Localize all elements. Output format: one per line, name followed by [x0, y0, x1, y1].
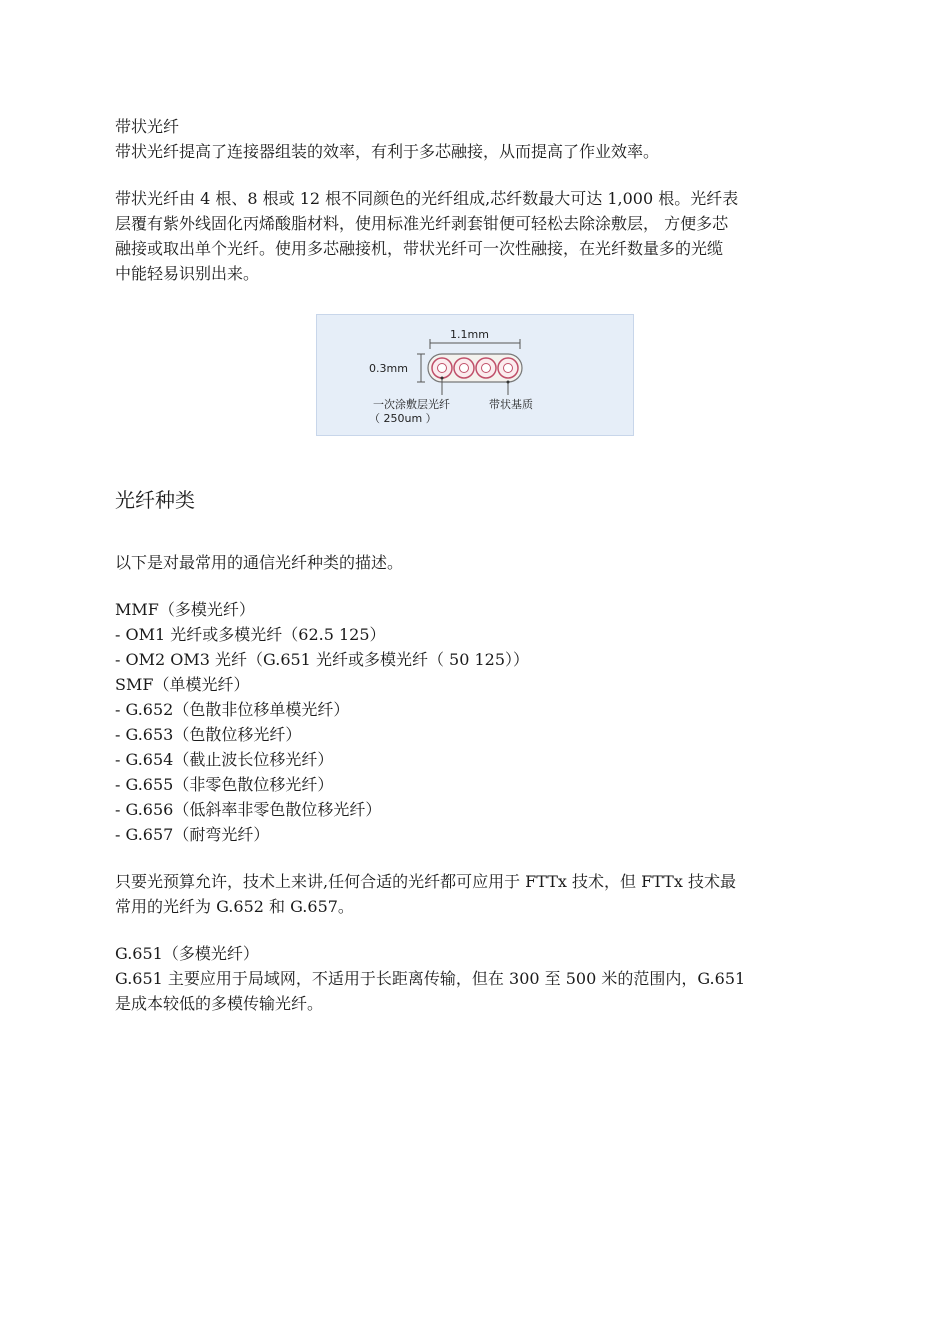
list-item: - OM1 光纤或多模光纤（62.5 125） — [115, 625, 386, 644]
figure-container — [115, 314, 837, 436]
list-item: SMF（单模光纤） — [115, 675, 250, 694]
fiber-types-list — [115, 597, 837, 847]
fiber-2-core — [460, 364, 469, 373]
paragraph-line: 中能轻易识别出来。 — [115, 264, 260, 283]
spacer — [115, 847, 837, 869]
spacer — [115, 164, 837, 186]
ribbon-fiber-diagram — [316, 314, 634, 436]
paragraph-line: 层覆有紫外线固化丙烯酸脂材料，使用标准光纤剥套钳便可轻松去除涂敷层， 方便多芯 — [115, 214, 729, 233]
matrix-leader-dot — [507, 381, 510, 384]
fiber-3-core — [482, 364, 491, 373]
fiber-4-core — [504, 364, 513, 373]
document-page — [115, 114, 837, 1016]
fiber-1-core — [438, 364, 447, 373]
spacer — [115, 575, 837, 597]
list-item: - G.655（非零色散位移光纤） — [115, 775, 334, 794]
list-item: - G.656（低斜率非零色散位移光纤） — [115, 800, 382, 819]
coating-size-label: （ 250um ） — [369, 412, 437, 425]
section-title-fiber-types: 光纤种类 — [115, 488, 195, 512]
paragraph-line: G.651 主要应用于局域网，不适用于长距离传输，但在 300 至 500 米的范围内，G.651 — [115, 969, 746, 988]
spacer — [115, 919, 837, 941]
g651-title: G.651（多模光纤） — [115, 944, 259, 963]
fttx-paragraph — [115, 869, 837, 919]
list-item: - G.657（耐弯光纤） — [115, 825, 270, 844]
list-item: - G.653（色散位移光纤） — [115, 725, 302, 744]
matrix-label: 带状基质 — [489, 398, 533, 411]
coating-label: 一次涂敷层光纤 — [373, 398, 450, 411]
coating-leader-dot — [441, 377, 444, 380]
ribbon-fiber-paragraph — [115, 186, 837, 286]
paragraph-line: 常用的光纤为 G.652 和 G.657。 — [115, 897, 354, 916]
list-item: - OM2 OM3 光纤（G.651 光纤或多模光纤（ 50 125）） — [115, 650, 530, 669]
paragraph-line: 融接或取出单个光纤。使用多芯融接机，带状光纤可一次性融接，在光纤数量多的光缆 — [115, 239, 724, 258]
paragraph-line: 带状光纤由 4 根、8 根或 12 根不同颜色的光纤组成,芯纤数最大可达 1,000 根。光纤表 — [115, 189, 739, 208]
list-item: - G.652（色散非位移单模光纤） — [115, 700, 350, 719]
height-label: 0.3mm — [369, 362, 408, 375]
ribbon-fiber-svg — [317, 315, 633, 435]
section-title-ribbon-fiber: 带状光纤 — [115, 117, 180, 136]
width-label: 1.1mm — [450, 328, 489, 341]
g651-paragraph — [115, 966, 837, 1016]
paragraph-line: 只要光预算允许，技术上来讲,任何合适的光纤都可应用于 FTTx 技术，但 FTTx 技术最 — [115, 872, 736, 891]
ribbon-fiber-intro: 带状光纤提高了连接器组装的效率，有利于多芯融接，从而提高了作业效率。 — [115, 142, 660, 161]
list-item: - G.654（截止波长位移光纤） — [115, 750, 334, 769]
fiber-types-intro: 以下是对最常用的通信光纤种类的描述。 — [115, 553, 404, 572]
list-item: MMF（多模光纤） — [115, 600, 255, 619]
spacer — [115, 514, 837, 550]
paragraph-line: 是成本较低的多模传输光纤。 — [115, 994, 324, 1013]
